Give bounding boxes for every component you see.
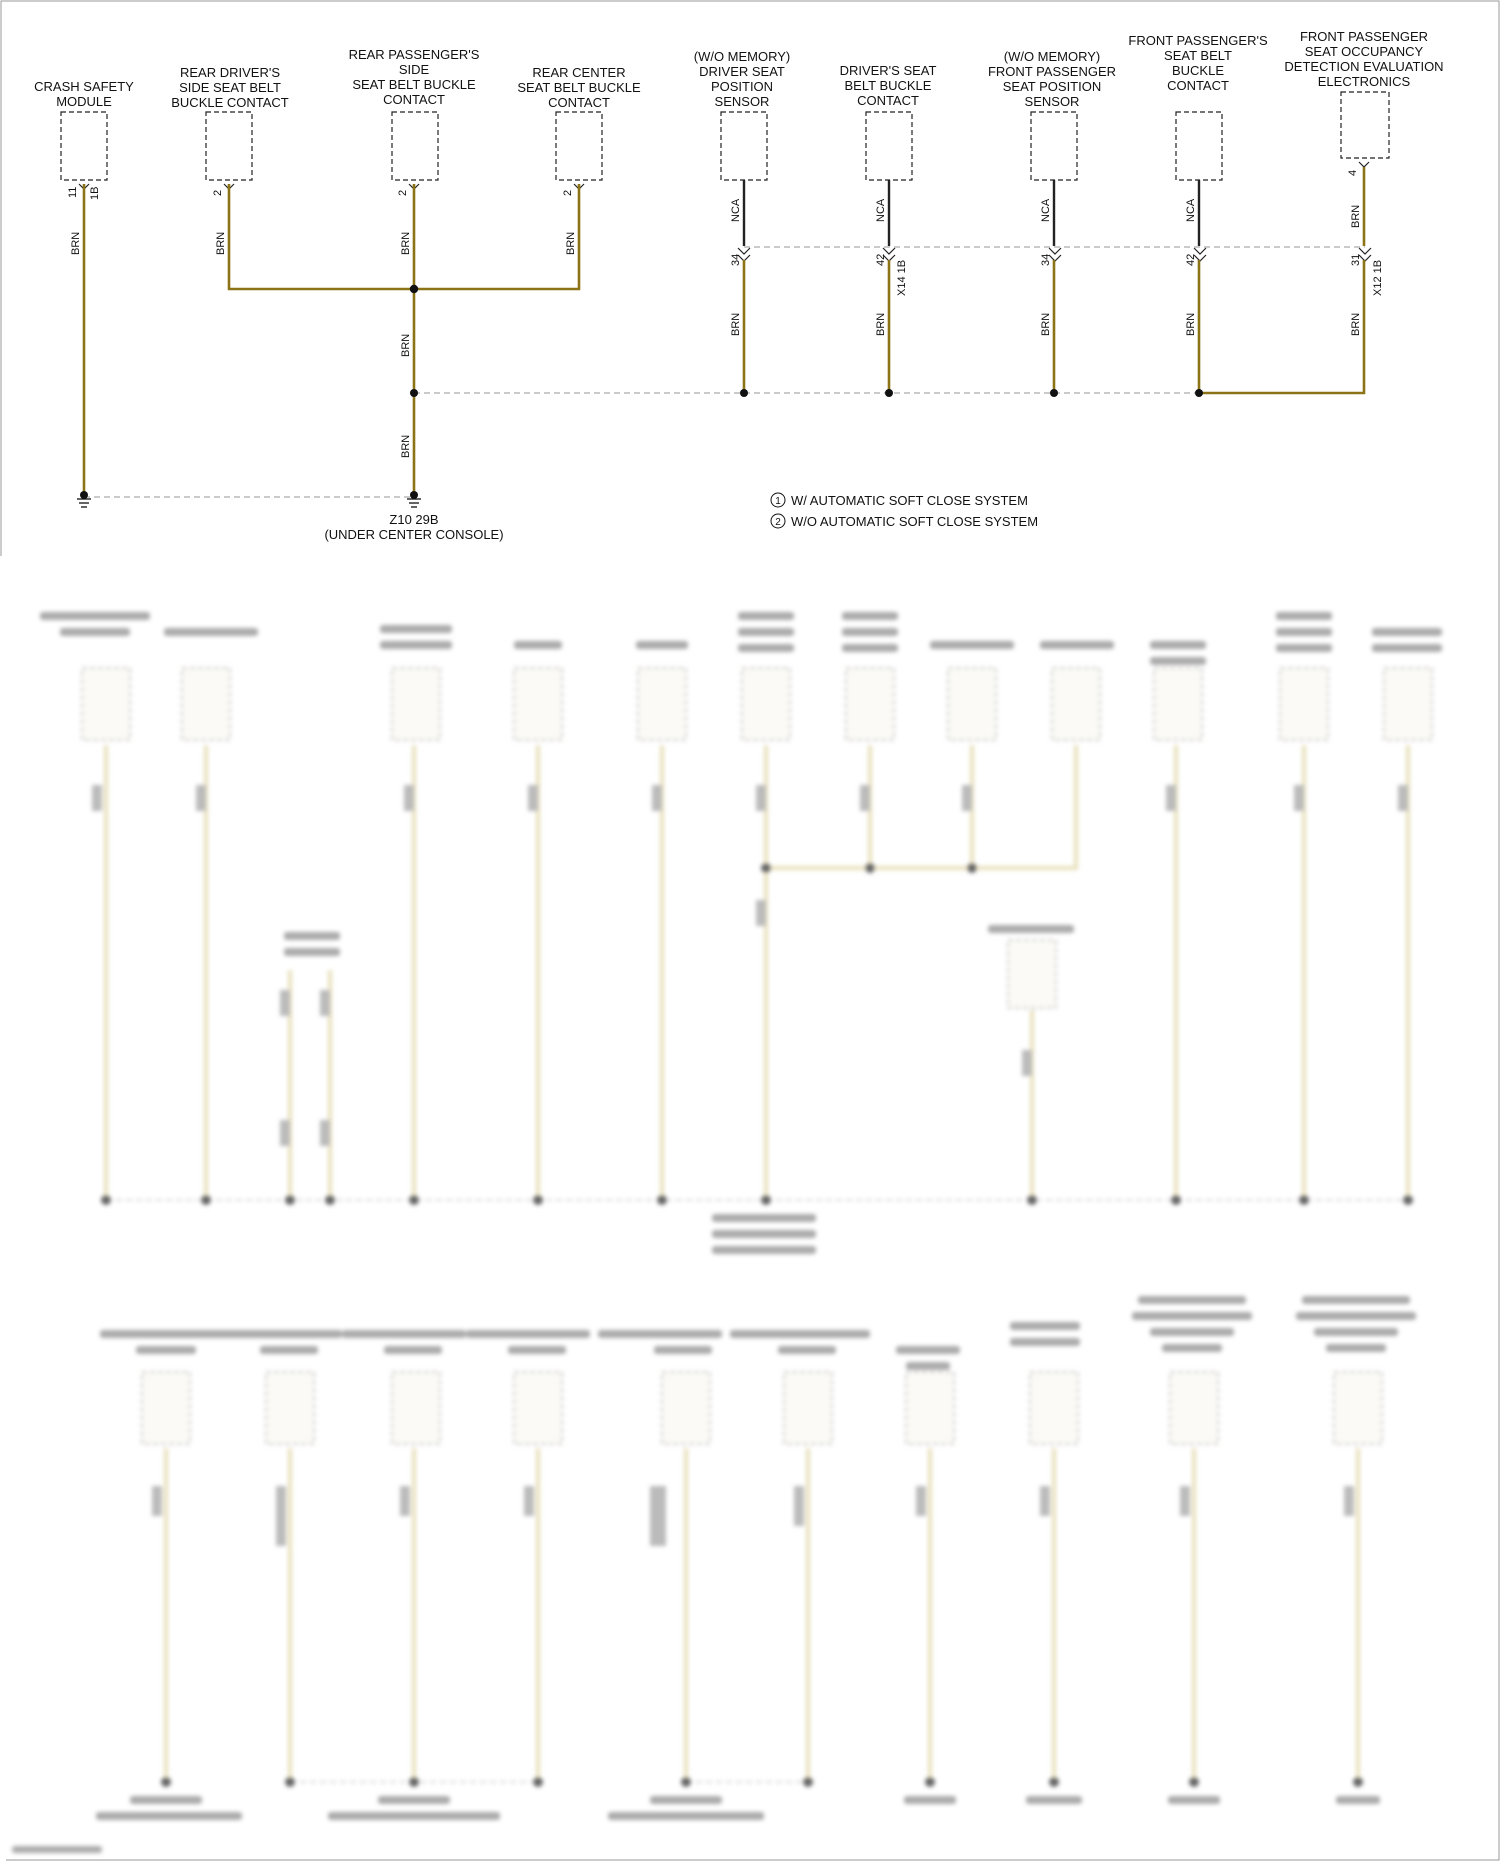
fp-seat-pos-label: (W/O MEMORY) FRONT PASSENGER SEAT POSITION SENSOR [987, 49, 1117, 109]
fp-occupancy-label: FRONT PASSENGER SEAT OCCUPANCY DETECTION EVALUATION ELECTRONICS [1284, 29, 1444, 89]
pin-crash-11: 11 [67, 186, 79, 198]
pin-crash-1b: 1B [89, 186, 101, 200]
legend [771, 493, 1038, 529]
blurred-row-1 [40, 612, 1442, 1254]
pin-rear-driver: 2 [212, 189, 224, 196]
brn-wires [84, 167, 1364, 495]
ground-icon [77, 499, 421, 507]
driver-seat-pos-box [721, 112, 767, 180]
svg-text:BRN: BRN [70, 231, 82, 255]
blurred-row-2 [12, 1296, 1416, 1853]
wire-color-labels [70, 198, 1362, 458]
crash-module-box [61, 112, 107, 180]
connector-chevrons [79, 162, 1371, 261]
nca-wires [744, 180, 1199, 246]
pin-numbers [67, 170, 1384, 296]
svg-text:BRN: BRN [1040, 312, 1052, 336]
pin-x14-34: 34 [730, 253, 742, 266]
svg-text:BRN: BRN [565, 231, 577, 255]
svg-text:BRN: BRN [400, 231, 412, 255]
svg-text:NCA: NCA [875, 198, 887, 222]
crash-module-label: CRASH SAFETY MODULE [34, 79, 134, 109]
svg-text:NCA: NCA [1040, 198, 1052, 222]
pin-rear-center: 2 [562, 189, 574, 196]
fp-buckle-label: FRONT PASSENGER'S SEAT BELT BUCKLE CONTACT [1128, 33, 1268, 93]
ground-label: Z10 29B (UNDER CENTER CONSOLE) [324, 512, 504, 542]
connector-x14: X14 1B [896, 259, 908, 296]
pin-x14-42: 42 [875, 253, 887, 266]
pin-x12-42: 42 [1185, 253, 1197, 266]
legend-num-2: 2 [775, 517, 781, 528]
svg-text:BRN: BRN [400, 333, 412, 357]
driver-buckle-label: DRIVER'S SEAT BELT BUCKLE CONTACT [839, 63, 937, 108]
svg-text:BRN: BRN [1350, 204, 1362, 228]
rear-driver-label: REAR DRIVER'S SIDE SEAT BELT BUCKLE CONTACT [171, 65, 289, 110]
svg-text:NCA: NCA [730, 198, 742, 222]
svg-text:BRN: BRN [400, 434, 412, 458]
svg-text:BRN: BRN [215, 231, 227, 255]
svg-text:BRN: BRN [1350, 312, 1362, 336]
driver-buckle-box [866, 112, 912, 180]
rear-passenger-label: REAR PASSENGER'S SIDE SEAT BELT BUCKLE CONTACT [348, 47, 480, 107]
rear-center-label: REAR CENTER SEAT BELT BUCKLE CONTACT [517, 65, 641, 110]
fp-occupancy-box [1341, 92, 1389, 158]
top-section [34, 29, 1443, 542]
pin-fp-occupancy: 4 [1347, 169, 1359, 176]
page-border [1, 1, 1499, 1860]
legend-text-2: W/O AUTOMATIC SOFT CLOSE SYSTEM [791, 514, 1039, 529]
legend-num-1: 1 [775, 496, 781, 507]
pin-x12-31: 31 [1350, 253, 1362, 266]
connector-x12: X12 1B [1372, 259, 1384, 296]
fp-buckle-box [1176, 112, 1222, 180]
splice-points [80, 285, 1203, 499]
svg-text:NCA: NCA [1185, 198, 1197, 222]
rear-driver-box [206, 112, 252, 180]
blurred-section [12, 612, 1442, 1853]
pin-rear-passenger: 2 [397, 189, 409, 196]
driver-seat-pos-label: (W/O MEMORY) DRIVER SEAT POSITION SENSOR [693, 49, 791, 109]
legend-text-1: W/ AUTOMATIC SOFT CLOSE SYSTEM [791, 493, 1028, 508]
rear-center-box [556, 112, 602, 180]
svg-text:BRN: BRN [1185, 312, 1197, 336]
svg-text:BRN: BRN [875, 312, 887, 336]
pin-x12-34: 34 [1040, 253, 1052, 266]
svg-text:BRN: BRN [730, 312, 742, 336]
rear-passenger-box [392, 112, 438, 180]
fp-seat-pos-box [1031, 112, 1077, 180]
